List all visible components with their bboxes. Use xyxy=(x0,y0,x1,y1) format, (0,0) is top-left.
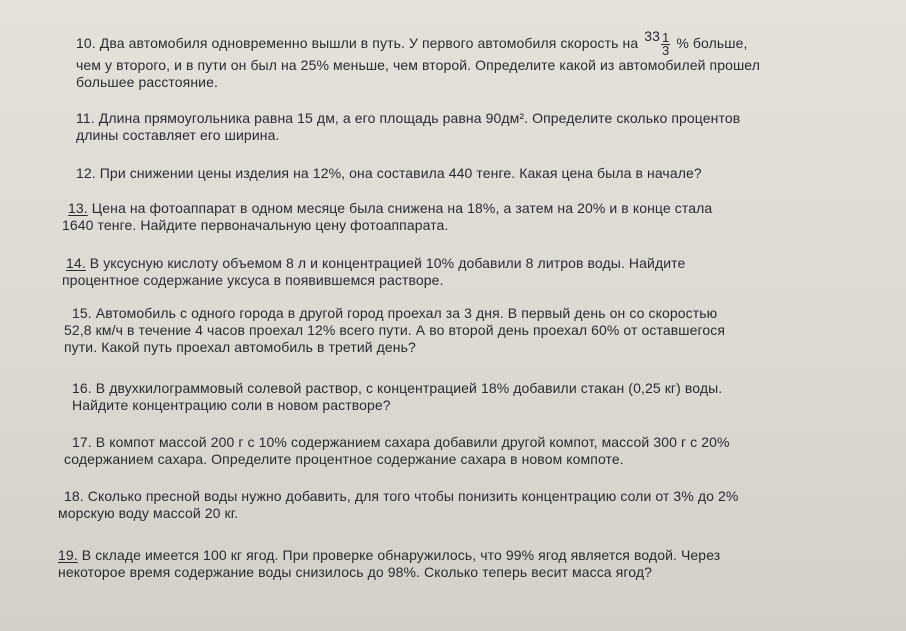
fraction-33-1-3 xyxy=(644,28,670,58)
fraction-part xyxy=(661,32,670,57)
problem-16 xyxy=(58,380,848,414)
problem-18-line-1 xyxy=(58,488,848,505)
problem-17-text-1: В компот массой 200 г с 10% содержанием сахара добавили другой компот, массой 300 г с 20% xyxy=(95,434,730,450)
problem-13-text-1: Цена на фотоаппарат в одном месяце была снижена на 18%, а затем на 20% и в конце стала xyxy=(91,200,713,216)
problem-19-line-2: некоторое время содержание воды снизилось до 98%. Сколько теперь весит масса ягод? xyxy=(58,564,652,580)
problem-12-text-1: При снижении цены изделия на 12%, она составила 440 тенге. Какая цена была в начале? xyxy=(99,165,702,181)
problem-15-number: 15. xyxy=(72,305,92,321)
problem-16-line-2: Найдите концентрацию соли в новом растворе? xyxy=(72,397,391,413)
problem-18-line-2: морскую воду массой 20 кг. xyxy=(58,505,239,521)
problem-11-line-2: длины составляет его ширина. xyxy=(76,127,280,143)
problem-16-text-1: В двухкилограммовый солевой раствор, с концентрацией 18% добавили стакан (0,25 кг) воды. xyxy=(95,380,723,396)
problem-17-line-1 xyxy=(58,434,848,451)
problem-10-line-1 xyxy=(58,28,848,58)
problem-15-line-2: 52,8 км/ч в течение 4 часов проехал 12% всего пути. А во второй день проехал 60% от оставшегося xyxy=(64,322,726,338)
fraction-numerator: 1 xyxy=(662,30,670,45)
problem-10-text-1: Два автомобиля одновременно вышли в путь. У первого автомобиля скорость на xyxy=(99,35,639,52)
problem-16-number: 16. xyxy=(72,380,92,396)
problem-17 xyxy=(58,434,848,468)
problem-15-text-1: Автомобиль с одного города в другой город проехал за 3 дня. В первый день он со скоростью xyxy=(95,305,718,321)
problem-14-line-1 xyxy=(58,255,848,272)
problem-18-number: 18. xyxy=(64,488,84,504)
problem-13 xyxy=(58,200,848,234)
problem-14-line-2: процентное содержание уксуса в появившемся растворе. xyxy=(62,272,444,288)
problem-17-number: 17. xyxy=(72,434,92,450)
problem-11-number: 11. xyxy=(76,110,95,126)
problem-11-line-1 xyxy=(58,110,848,127)
problem-13-line-2: 1640 тенге. Найдите первоначальную цену фотоаппарата. xyxy=(62,217,449,233)
problem-14 xyxy=(58,255,848,289)
problem-11-text-1: Длина прямоугольника равна 15 дм, а его площадь равна 90дм². Определите сколько процентов xyxy=(98,110,741,126)
problem-15-line-1 xyxy=(58,305,848,322)
problem-14-number: 14. xyxy=(66,255,86,271)
problem-12-number: 12. xyxy=(76,165,96,181)
problem-13-line-1 xyxy=(58,200,848,217)
problem-15 xyxy=(58,305,848,356)
problem-11 xyxy=(58,110,848,144)
problem-19-number: 19. xyxy=(58,547,78,563)
problem-12 xyxy=(58,165,848,182)
problem-17-line-2: содержанием сахара. Определите процентное содержание сахара в новом компоте. xyxy=(64,451,624,467)
problem-14-text-1: В уксусную кислоту объемом 8 л и концентрацией 10% добавили 8 литров воды. Найдите xyxy=(89,255,686,271)
problem-10-line-2: чем у второго, и в пути он был на 25% меньше, чем второй. Определите какой из автомобилей прошел xyxy=(76,57,760,73)
problem-16-line-1 xyxy=(58,380,848,397)
problem-19 xyxy=(58,547,848,581)
problem-12-line-1 xyxy=(58,165,848,182)
problem-19-text-1: В складе имеется 100 кг ягод. При проверке обнаружилось, что 99% ягод является водой. Через xyxy=(81,547,721,563)
problem-18 xyxy=(58,488,848,522)
problem-18-text-1: Сколько пресной воды нужно добавить, для того чтобы понизить концентрацию соли от 3% до 2% xyxy=(87,488,739,504)
problem-10 xyxy=(58,28,848,91)
problem-15-line-3: пути. Какой путь проехал автомобиль в третий день? xyxy=(64,339,416,355)
problem-10-line-3: большее расстояние. xyxy=(76,74,218,90)
problem-10-text-2: % больше, xyxy=(676,35,748,52)
fraction-denominator: 3 xyxy=(662,43,670,58)
problem-10-number: 10. xyxy=(76,35,96,52)
problem-19-line-1 xyxy=(58,547,848,564)
problem-13-number: 13. xyxy=(68,200,88,216)
fraction-whole: 33 xyxy=(644,28,661,44)
